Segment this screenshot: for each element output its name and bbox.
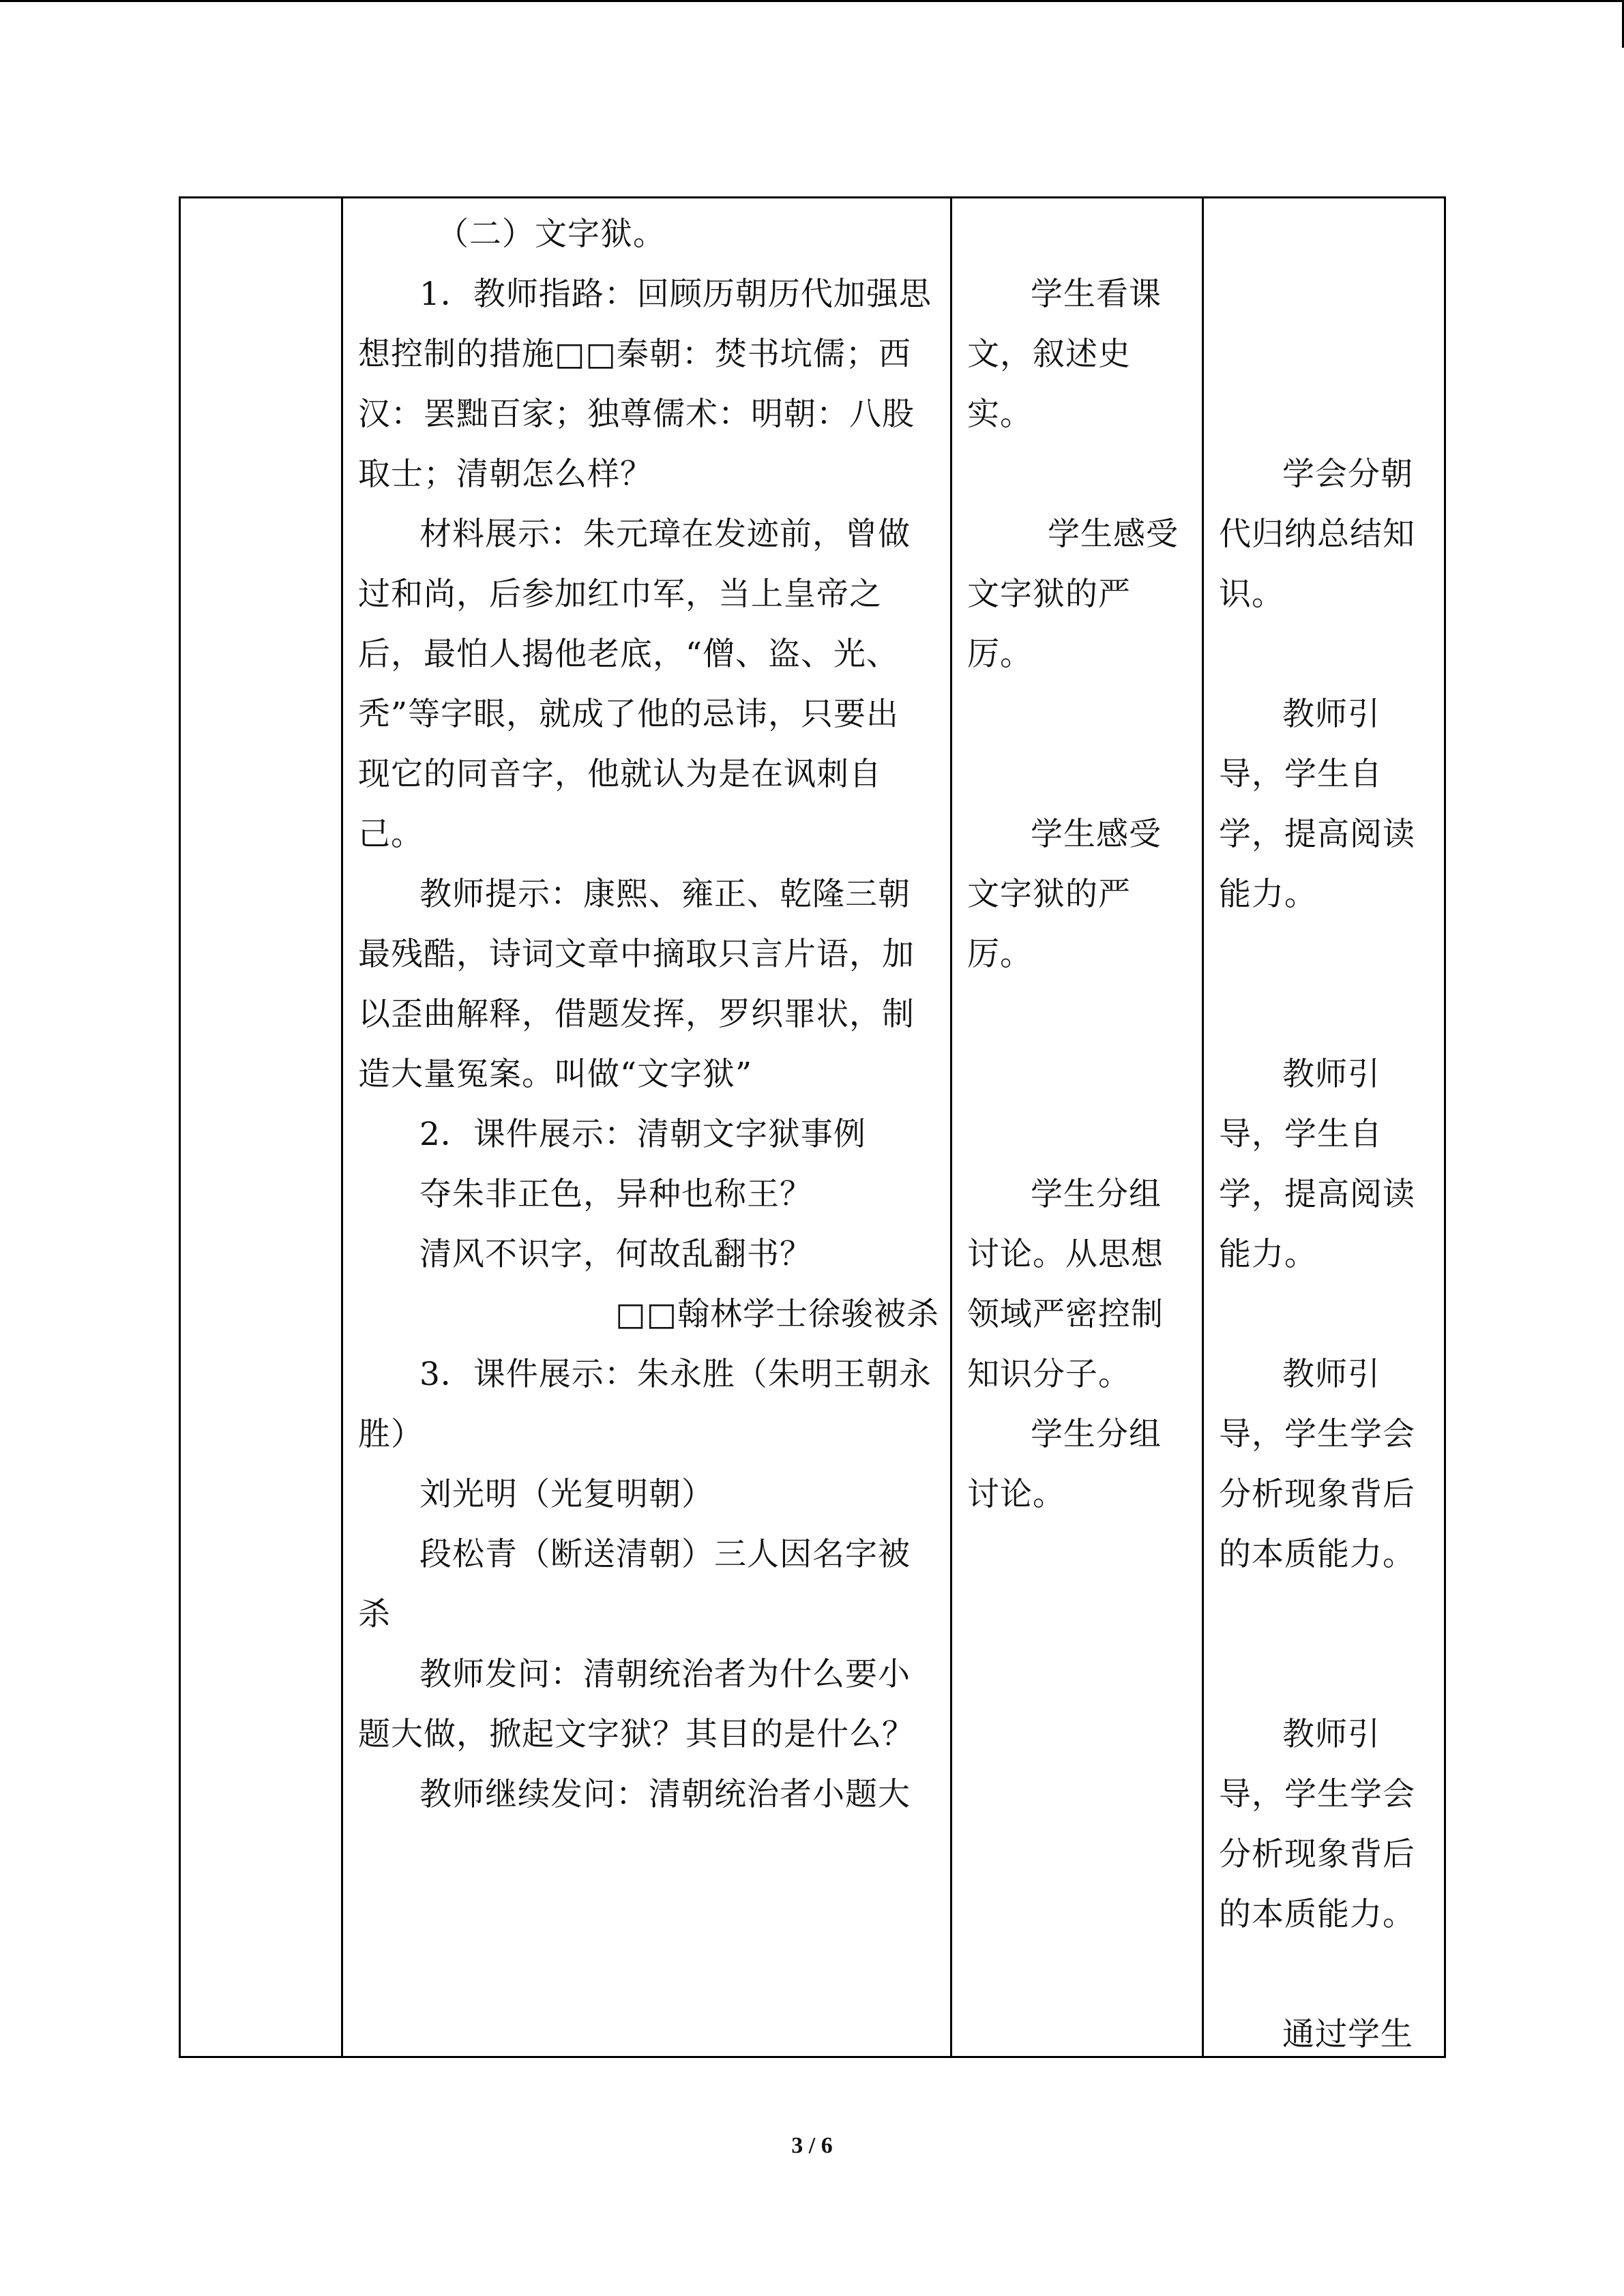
student-line: 厉。 (967, 936, 1033, 973)
activity-line: 清风不识字，何故乱翻书？ (419, 1236, 812, 1273)
activity-line: 刘光明（光复明朝） (419, 1476, 714, 1513)
activity-line: □□翰林学士徐骏被杀 (615, 1296, 939, 1333)
intent-line: 导，学生学会 (1219, 1776, 1415, 1813)
intent-line: 教师引 (1282, 696, 1381, 733)
activity-line: 汉：罢黜百家；独尊儒术：明朝：八股 (358, 396, 915, 433)
intent-line: 代归纳总结知 (1219, 516, 1415, 553)
stage-cell (179, 196, 341, 2058)
activity-line: 教师提示：康熙、雍正、乾隆三朝 (419, 876, 911, 913)
student-line: 学生感受 (1048, 516, 1179, 553)
intent-line: 导，学生学会 (1219, 1416, 1415, 1453)
intent-line: 的本质能力。 (1219, 1896, 1415, 1933)
intent-line: 的本质能力。 (1219, 1536, 1415, 1573)
intent-line: 通过学生 (1282, 2016, 1413, 2053)
activity-line: 3．课件展示：朱永胜（朱明王朝永 (419, 1356, 932, 1393)
student-line: 学生分组 (1031, 1176, 1162, 1213)
intent-line: 识。 (1219, 576, 1284, 613)
intent-line: 教师引 (1282, 1716, 1381, 1753)
activity-line: 秃”等字眼，就成了他的忌讳，只要出 (358, 696, 900, 733)
top-border-line (0, 0, 1624, 2)
intent-line: 教师引 (1282, 1056, 1381, 1093)
student-line: 厉。 (967, 636, 1033, 673)
intent-line: 分析现象背后 (1219, 1476, 1415, 1513)
student-line: 文字狱的严 (967, 876, 1131, 913)
activity-line: 取士；清朝怎么样？ (358, 456, 653, 493)
activity-line: 想控制的措施□□秦朝：焚书坑儒；西 (358, 336, 911, 373)
activity-line: 过和尚，后参加红巾军，当上皇帝之 (358, 576, 882, 613)
intent-line: 导，学生自 (1219, 756, 1383, 793)
intent-line: 能力。 (1219, 1236, 1317, 1273)
activity-line: 最残酷，诗词文章中摘取只言片语，加 (358, 936, 915, 973)
activity-line: 教师发问：清朝统治者为什么要小 (419, 1656, 911, 1693)
intent-line: 导，学生自 (1219, 1116, 1383, 1153)
column-divider-1 (341, 196, 343, 2058)
intent-line: 能力。 (1219, 876, 1317, 913)
student-line: 学生分组 (1031, 1416, 1162, 1453)
activity-line: 材料展示：朱元璋在发迹前，曾做 (419, 516, 911, 553)
activity-line: 段松青（断送清朝）三人因名字被 (419, 1536, 911, 1573)
activity-line: 夺朱非正色，异种也称王？ (419, 1176, 812, 1213)
section-title: （二）文字狱。 (437, 215, 666, 253)
intent-line: 学会分朝 (1282, 456, 1413, 493)
activity-line: 杀 (358, 1596, 391, 1633)
student-line: 文，叙述史 (967, 336, 1131, 373)
activity-line: 己。 (358, 816, 424, 853)
intent-line: 教师引 (1282, 1356, 1381, 1393)
teacher-activity-cell (344, 196, 947, 2058)
activity-line: 造大量冤案。叫做“文字狱” (358, 1056, 753, 1093)
activity-line: 1．教师指路：回顾历朝历代加强思 (419, 275, 932, 313)
student-line: 学生看课 (1031, 275, 1162, 313)
student-line: 实。 (967, 396, 1033, 433)
design-intent-cell (1204, 196, 1444, 2058)
student-line: 文字狱的严 (967, 576, 1131, 613)
student-line: 知识分子。 (967, 1356, 1131, 1393)
activity-line: 题大做，掀起文字狱？其目的是什么？ (358, 1716, 915, 1753)
student-line: 讨论。从思想 (967, 1236, 1164, 1273)
activity-line: 2．课件展示：清朝文字狱事例 (419, 1116, 866, 1153)
student-line: 学生感受 (1031, 816, 1162, 853)
activity-line: 现它的同音字，他就认为是在讽刺自 (358, 756, 882, 793)
intent-line: 分析现象背后 (1219, 1836, 1415, 1873)
student-line: 讨论。 (967, 1476, 1065, 1513)
page-number: 3 / 6 (791, 2133, 833, 2158)
activity-line: 胜） (358, 1416, 424, 1453)
intent-line: 学，提高阅读 (1219, 816, 1415, 853)
intent-line: 学，提高阅读 (1219, 1176, 1415, 1213)
student-activity-cell (952, 196, 1202, 2058)
student-line: 领域严密控制 (967, 1296, 1164, 1333)
activity-line: 以歪曲解释，借题发挥，罗织罪状，制 (358, 996, 915, 1033)
activity-line: 后，最怕人揭他老底，“僧、盗、光、 (358, 636, 900, 673)
activity-line: 教师继续发问：清朝统治者小题大 (419, 1776, 911, 1813)
